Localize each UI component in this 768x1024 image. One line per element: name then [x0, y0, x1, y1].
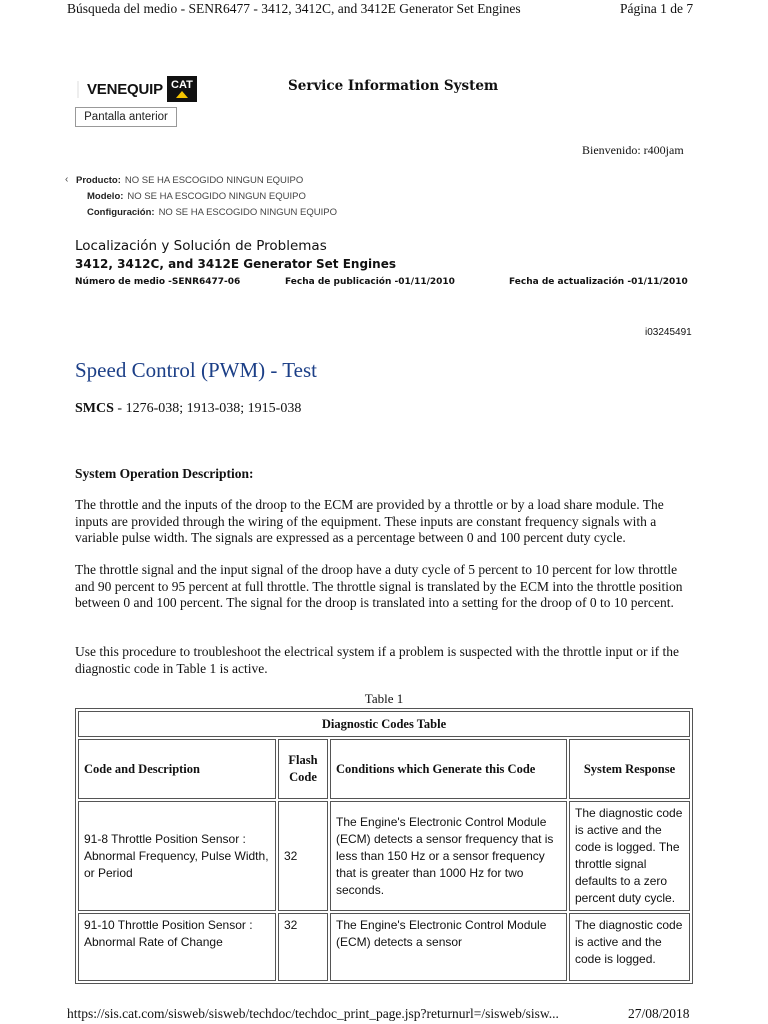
table-cell: The diagnostic code is active and the code is logged. The throttle signal defaults to a zero percent duty cycle.: [569, 801, 690, 911]
print-footer-date: 27/08/2018: [628, 1006, 690, 1021]
table-cell: The Engine's Electronic Control Module (ECM) detects a sensor: [330, 913, 567, 981]
column-header: Conditions which Generate this Code: [330, 739, 567, 799]
configuration-value: NO SE HA ESCOGIDO NINGUN EQUIPO: [158, 207, 337, 218]
cat-logo-icon: CAT: [167, 76, 197, 102]
section-heading: System Operation Description:: [75, 466, 254, 481]
back-button[interactable]: Pantalla anterior: [75, 107, 177, 127]
table-cell: 91-8 Throttle Position Sensor : Abnormal Frequency, Pulse Width, or Period: [78, 801, 276, 911]
dealer-name: VENEQUIP: [77, 81, 167, 98]
print-footer-url: https://sis.cat.com/sisweb/sisweb/techdoc/techdoc_print_page.jsp?returnurl=/sisweb/sisw...: [67, 1006, 559, 1021]
document-models: 3412, 3412C, and 3412E Generator Set Engines: [75, 257, 396, 271]
paragraph-2: The throttle signal and the input signal of the droop have a duty cycle of 5 percent to 10 percent for low throttle and 90 percent to 95 percent at full throttle. The throttle signal is translated by the ECM into the throttle position between 0 and 100 percent. The signal for the droop is translated into a setting for the droop of 0 to 10 percent.: [75, 562, 683, 610]
paragraph-1: The throttle and the inputs of the droop to the ECM are provided by a throttle or by a load share module. The inputs are provided through the wiring of the equipment. These inputs are constant frequency signals with a variable pulse width. The signals are expressed as a percentage between 0 and 100 percent duty cycle.: [75, 497, 664, 545]
table-cell: The diagnostic code is active and the code is logged.: [569, 913, 690, 981]
smcs-label: SMCS: [75, 401, 114, 416]
table-cell: The Engine's Electronic Control Module (ECM) detects a sensor frequency that is less than 150 Hz or a sensor frequency that is greater than 1000 Hz for two seconds.: [330, 801, 567, 911]
diagnostic-codes-table: [75, 708, 693, 984]
table-row: [78, 801, 690, 911]
model-value: NO SE HA ESCOGIDO NINGUN EQUIPO: [127, 191, 306, 202]
smcs-value: - 1276-038; 1913-038; 1915-038: [113, 401, 302, 416]
system-title: Service Information System: [288, 78, 499, 94]
product-value: NO SE HA ESCOGIDO NINGUN EQUIPO: [124, 175, 304, 186]
table-caption: Table 1: [364, 691, 404, 706]
configuration-row: [87, 207, 337, 218]
table-cell: 32: [278, 801, 328, 911]
update-date: Fecha de actualización -01/11/2010: [509, 277, 688, 287]
table-row: [78, 913, 690, 981]
column-header: Code and Description: [78, 739, 276, 799]
model-row: [87, 191, 306, 202]
page-title: Speed Control (PWM) - Test: [75, 358, 317, 382]
table-cell: 32: [278, 913, 328, 981]
print-header-page: Página 1 de 7: [620, 1, 694, 16]
paragraph-3: Use this procedure to troubleshoot the electrical system if a problem is suspected with the throttle input or if the diagnostic code in Table 1 is active.: [75, 644, 679, 676]
document-id: i03245491: [645, 327, 692, 338]
model-label: Modelo:: [87, 191, 124, 202]
column-header: Flash Code: [278, 739, 328, 799]
configuration-label: Configuración:: [87, 207, 155, 218]
column-header: System Response: [569, 739, 690, 799]
product-label: Producto:: [76, 175, 121, 186]
document-type: Localización y Solución de Problemas: [75, 238, 327, 254]
print-header-title: Búsqueda del medio - SENR6477 - 3412, 3412C, and 3412E Generator Set Engines: [67, 1, 521, 16]
welcome-text: Bienvenido: r400jam: [582, 143, 684, 157]
product-row: [65, 174, 304, 186]
dealer-logo: [77, 75, 197, 103]
chevron-left-icon[interactable]: ‹: [65, 174, 69, 185]
smcs-codes: [75, 401, 301, 417]
table-title: Diagnostic Codes Table: [78, 711, 690, 737]
publication-date: Fecha de publicación -01/11/2010: [285, 277, 455, 287]
table-cell: 91-10 Throttle Position Sensor : Abnormal Rate of Change: [78, 913, 276, 981]
media-number: Número de medio -SENR6477-06: [75, 277, 241, 287]
